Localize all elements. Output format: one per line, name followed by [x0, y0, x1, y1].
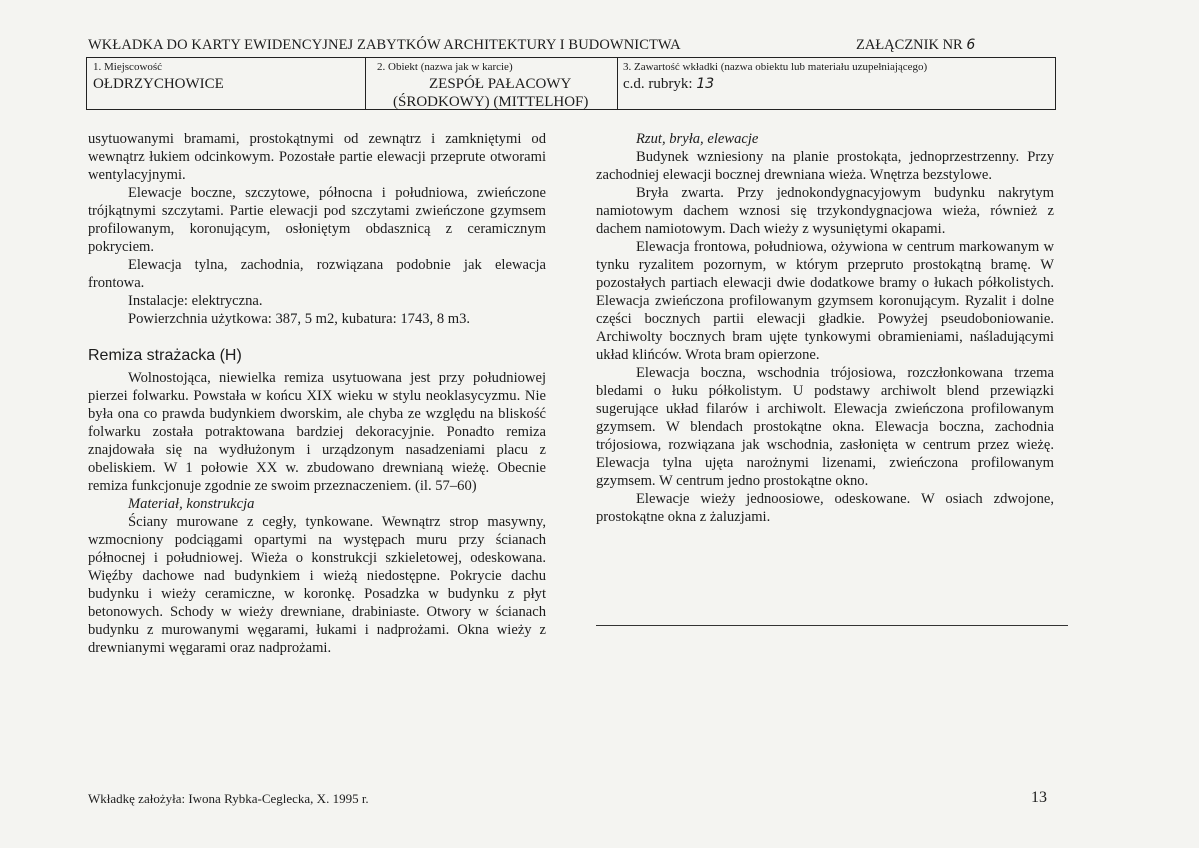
paragraph: Wolnostojąca, niewielka remiza usytuowana jest przy południowej pierzei folwarku. Powstała w końcu XIX wieku w stylu neoklasycyzmu. Nie była ona co prawda budynkiem dworskim, ale chyba ze względu na bliskość folwarku została potraktowana bardziej dekoracyjnie. Ponadto remiza znajdowała się na wydłużonym i urządzonym nasadzeniami placu z obeliskiem. W 1 połowie XX w. zbudowano drewnianą wieżę. Obecnie remiza funkcjonuje zgodnie ze swoim przeznaczeniem. (il. 57–60) — [88, 370, 546, 494]
section-end-rule — [596, 625, 1068, 626]
paragraph: Instalacje: elektryczna. — [128, 293, 263, 309]
paragraph: Elewacja tylna, zachodnia, rozwiązana podobnie jak elewacja frontowa. — [88, 257, 546, 291]
locality-label: 1. Miejscowość — [93, 61, 163, 73]
header-divider — [365, 58, 366, 109]
paragraph: Ściany murowane z cegły, tynkowane. Wewnątrz strop masywny, wzmocniony podciągami opartymi na występach muru przy ścianach północnej i południowej. Wieża o konstrukcji szkieletowej, odeskowana. Więźby dachowe nad budynkiem i wieżą niedostępne. Pokrycie dachu budynku i wieży ceramiczne, w koronkę. Posadzka w budynku z płyt betonowych. Schody w wieży drewniane, drabiniaste. Otwory w ścianach budynku z murowanymi węgarami, łukami i nadprożami. Okna wieży z drewnianymi węgarami oraz nadprożami. — [88, 514, 546, 656]
paragraph: Bryła zwarta. Przy jednokondygnacyjowym budynku nakrytym namiotowym dachem wznosi się trzykondygnacjowa wieża, również z dachem namiotowym. Dach wieży z wysuniętymi okapami. — [596, 185, 1054, 237]
paragraph: usytuowanymi bramami, prostokątnymi od zewnątrz i zamkniętymi od wewnątrz łukiem odcinkowym. Pozostałe partie elewacji przeprute otworami wentylacyjnymi. — [88, 131, 546, 183]
locality-value: OŁDRZYCHOWICE — [93, 76, 224, 92]
subheading: Rzut, bryła, elewacje — [636, 131, 759, 147]
header-divider — [617, 58, 618, 109]
right-column — [596, 130, 1054, 526]
paragraph: Elewacje boczne, szczytowe, północna i południowa, zwieńczone trójkątnymi szczytami. Partie elewacji pod szczytami zwieńczone gzymsem profilowanym, koronującym, osłoniętym obdasznicą z ceramicznym pokryciem. — [88, 185, 546, 255]
attachment-label: ZAŁĄCZNIK NR — [856, 37, 963, 53]
content-label: 3. Zawartość wkładki (nazwa obiektu lub materiału uzupełniającego) — [623, 61, 928, 73]
form-title: WKŁADKA DO KARTY EWIDENCYJNEJ ZABYTKÓW ARCHITEKTURY I BUDOWNICTWA — [88, 37, 681, 53]
rubric-number: 13 — [696, 76, 715, 92]
object-value-line1: ZESPÓŁ PAŁACOWY — [429, 76, 572, 92]
object-value-line2: (ŚRODKOWY) (MITTELHOF) — [393, 94, 589, 110]
content-value — [623, 76, 714, 93]
paragraph: Elewacje wieży jednoosiowe, odeskowane. W osiach zdwojone, prostokątne okna z żaluzjami. — [596, 491, 1054, 525]
paragraph: Elewacja boczna, wschodnia trójosiowa, rozczłonkowana trzema bledami o łuku półkolistym. U podstawy archiwolt blend przewiązki sugerujące układ filarów i archiwolt. Elewacja zwieńczona profilowanym gzymsem. W blendach prostokątne okna. Elewacja boczna, zachodnia trójosiowa, rozwiązana jak wschodnia, zasłonięta w centrum przez wieżę. Elewacja tylna ujęta narożnymi lizenami, zwieńczona profilowanym gzymsem. W centrum jedno prostokątne okno. — [596, 365, 1054, 489]
left-column — [88, 130, 546, 657]
attachment-number — [856, 37, 975, 54]
paragraph: Elewacja frontowa, południowa, ożywiona w centrum markowanym w tynku ryzalitem pozornym, w którym przepruto prostokątną bramę. W pozostałych partiach elewacji dwie dodatkowe bramy o łukach półkolistych. Elewacja zwieńczona profilowanym gzymsem koronującym. Ryzalit i dolne części bocznych partii elewacji gładkie. Powyżej pseudoboniowanie. Archiwolty bocznych bram ujęte tynkowymi obramieniami, naśladującymi układ klińców. Wrota bram opierzone. — [596, 239, 1054, 363]
paragraph: Budynek wzniesiony na planie prostokąta, jednoprzestrzenny. Przy zachodniej elewacji bocznej drewniana wieża. Wnętrza bezstylowe. — [596, 149, 1054, 183]
content-value-text: c.d. rubryk: — [623, 76, 693, 92]
paragraph: Powierzchnia użytkowa: 387, 5 m2, kubatura: 1743, 8 m3. — [128, 311, 471, 327]
subheading: Materiał, konstrukcja — [128, 496, 255, 512]
object-label: 2. Obiekt (nazwa jak w karcie) — [377, 61, 513, 73]
attachment-number-value: 6 — [966, 37, 976, 53]
page-number: 13 — [1031, 789, 1047, 806]
section-title: Remiza strażacka (H) — [88, 347, 242, 364]
author-note: Wkładkę założyła: Iwona Rybka-Ceglecka, X. 1995 r. — [88, 791, 369, 806]
header-table — [86, 57, 1056, 110]
